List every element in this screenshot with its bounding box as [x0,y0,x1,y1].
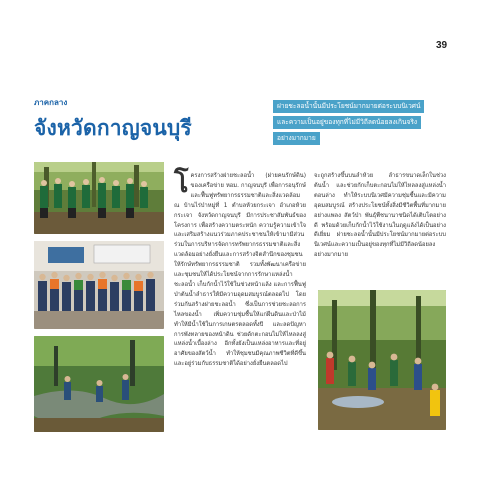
photo-forest-right-image [318,290,446,430]
article-text: จะถูกสร้างขึ้นบนลำห้วย ลำธารขนาดเล็กในช่วงต้นน้ำ และช่วยกักเก็บตะกอนไม่ให้ไหลลงสู่แหล่งน้ำตอนล่าง ทำให้ระบบนิเวศมีความชุ่มชื้นและมีความอุดมสมบูรณ์ สร้างประโยชน์ทั้งสิ่งมีชีวิตพื้นที่มากมาย อย่างแพลง สัตว์ป่า พันธุ์พืชนานาชนิดได้เติบโตอย่างดี พร้อมด้วยเก็บกักน้ำไว้ใช้งานในฤดูแล้งได้เป็นอย่างดีเยี่ยม ฝายชะลอน้ำนั้นมีประโยชน์มากมายต่อระบบนิเวศน์และความเป็นอยู่ของทุกที่ไม่มีวิถีลดน้อยลง อย่างมากมาย [314,173,446,259]
tagline-line: และความเป็นอยู่ของทุกที่ไม่มีวิถีลดน้อยลงเกินจริง [273,116,421,129]
article-paragraph [174,168,306,370]
photo-stream-work-image [34,336,164,432]
region-label: ภาคกลาง [34,98,68,107]
photo-group-forest-image [34,162,164,234]
tagline-line: ฝายชะลอน้ำนั้นมีประโยชน์มากมายต่อระบบนิเวศน์ [273,100,424,113]
photo-stream-work [34,336,164,432]
article-column-right [314,172,446,261]
photo-forest-right [318,290,446,430]
tagline-box [273,100,443,148]
page-title: จังหวัดกาญจนบุรี [34,116,192,140]
photo-group-forest [34,162,164,234]
photo-group-hall-image [34,241,164,329]
page-number: 39 [436,40,448,51]
photo-group-hall [34,241,164,329]
article-text: ครงการสร้างฝายชะลอน้ำ (ฝายคนรักษ์ดิน) ของเครือข่าย หอม. กาญจนบุรี เพื่อการอนุรักษ์และฟื้นฟูทรัพยากรธรรมชาติและสิ่งแวดล้อม ณ บ้านไร่ป่าหมู่ที่ 1 ตำบลห้วยกระเจา อำเภอห้วยกระเจา จังหวัดกาญจนบุรี มีการประชาสัมพันธ์ของโครงการ เพื่อสร้างความตระหนัก ความรู้ความเข้าใจ และเสริมสร้างแนวร่วมภาคประชาชนให้เข้ามามีส่วนร่วมในการบริหารจัดการทรัพยากรธรรมชาติและสิ่งแวดล้อมอย่างยั่งยืนและการสร้างจิตสำนึกของชุมชนให้รักษ์ทรัพยากรธรรมชาติ รวมทั้งพัฒนาเครือข่ายและชุมชนให้ได้ประโยชน์จากการรักษาแหล่งน้ำ ชะลอน้ำ เก็บกักน้ำไว้ใช้ในช่วงหน้าแล้ง และการฟื้นฟูป่าต้นน้ำลำธารให้มีความอุดมสมบูรณ์ตลอดไป โดยร่วมกันสร้างฝายชะลอน้ำ ซึ่งเป็นการช่วยชะลอการไหลของน้ำ เพิ่มความชุ่มชื้นให้แก่ผืนดินและป่าไม้ ทำให้มีน้ำใช้ในการเกษตรตลอดทั้งปี และลดปัญหาการพังทลายของหน้าดิน ช่วยดักตะกอนไม่ให้ไหลลงสู่แหล่งน้ำเบื้องล่าง อีกทั้งยังเป็นแหล่งอาหารและที่อยู่อาศัยของสัตว์น้ำ ทำให้ชุมชนมีคุณภาพชีวิตที่ดีขึ้นและอยู่ร่วมกับธรรมชาติได้อย่างยั่งยืนตลอดไป [174,173,306,368]
dropcap: โ [174,168,189,199]
article-column-left [174,168,306,370]
tagline-line: อย่างมากมาย [273,132,320,145]
